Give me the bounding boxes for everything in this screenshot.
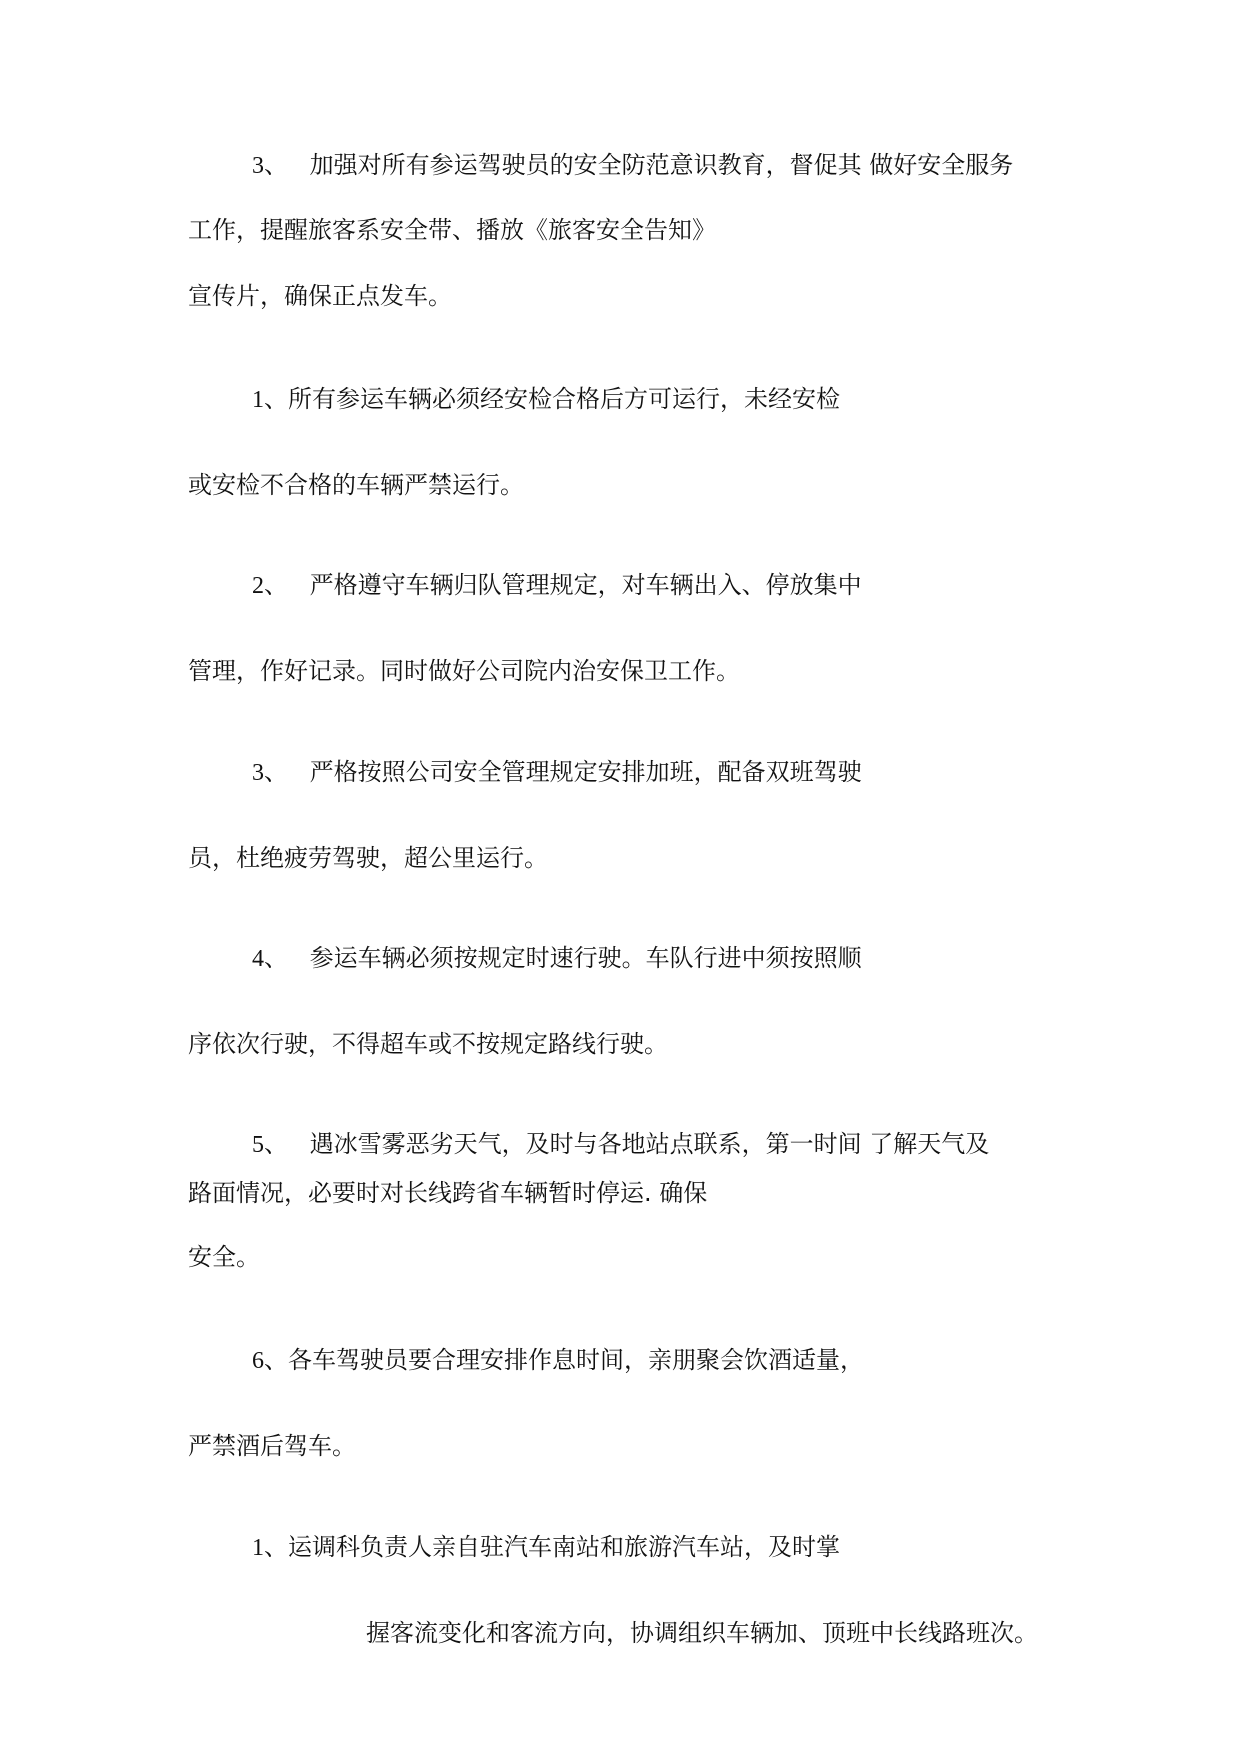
line-text: 严禁酒后驾车。 bbox=[188, 1432, 356, 1460]
line-text: 严格按照公司安全管理规定安排加班，配备双班驾驶 bbox=[309, 758, 862, 786]
paragraph-first-line bbox=[252, 1345, 864, 1376]
line-text: 或安检不合格的车辆严禁运行。 bbox=[188, 471, 524, 499]
line-text: 所有参运车辆必须经安检合格后方可运行，未经安检 bbox=[288, 385, 840, 413]
item-number: 5、 bbox=[252, 1132, 288, 1158]
line-text: 运调科负责人亲自驻汽车南站和旅游汽车站，及时掌 bbox=[288, 1533, 840, 1561]
paragraph-first-line bbox=[252, 757, 862, 788]
line-text: 各车驾驶员要合理安排作息时间，亲朋聚会饮酒适量， bbox=[288, 1346, 864, 1374]
item-number: 1、 bbox=[252, 1535, 288, 1561]
line-text: 工作，提醒旅客系安全带、播放《旅客安全告知》 bbox=[188, 216, 716, 244]
line-text: 管理，作好记录。同时做好公司院内治安保卫工作。 bbox=[188, 657, 740, 685]
item-number: 3、 bbox=[252, 153, 288, 179]
item-number: 4、 bbox=[252, 946, 288, 972]
item-number: 2、 bbox=[252, 573, 288, 599]
paragraph-first-line bbox=[252, 1532, 840, 1563]
line-text: 参运车辆必须按规定时速行驶。车队行进中须按照顺 bbox=[309, 944, 862, 972]
line-text: 宣传片，确保正点发车。 bbox=[188, 282, 452, 310]
paragraph-first-line bbox=[252, 1129, 989, 1160]
line-text: 路面情况，必要时对长线跨省车辆暂时停运. 确保 bbox=[188, 1179, 708, 1207]
line-text: 序依次行驶，不得超车或不按规定路线行驶。 bbox=[188, 1030, 668, 1058]
paragraph-first-line bbox=[252, 384, 840, 415]
line-text: 严格遵守车辆归队管理规定，对车辆出入、停放集中 bbox=[309, 571, 862, 599]
item-number: 3、 bbox=[252, 760, 288, 786]
line-text: 遇冰雪雾恶劣天气，及时与各地站点联系，第一时间 了解天气及 bbox=[309, 1130, 990, 1158]
paragraph-first-line bbox=[252, 150, 1013, 181]
line-text: 握客流变化和客流方向，协调组织车辆加、顶班中长线路班次。 bbox=[366, 1619, 1038, 1647]
paragraph-first-line bbox=[252, 943, 862, 974]
line-text: 加强对所有参运驾驶员的安全防范意识教育，督促其 做好安全服务 bbox=[309, 151, 1014, 179]
item-number: 1、 bbox=[252, 387, 288, 413]
line-text: 安全。 bbox=[188, 1243, 260, 1271]
paragraph-first-line bbox=[252, 570, 862, 601]
line-text: 员，杜绝疲劳驾驶，超公里运行。 bbox=[188, 844, 548, 872]
item-number: 6、 bbox=[252, 1348, 288, 1374]
